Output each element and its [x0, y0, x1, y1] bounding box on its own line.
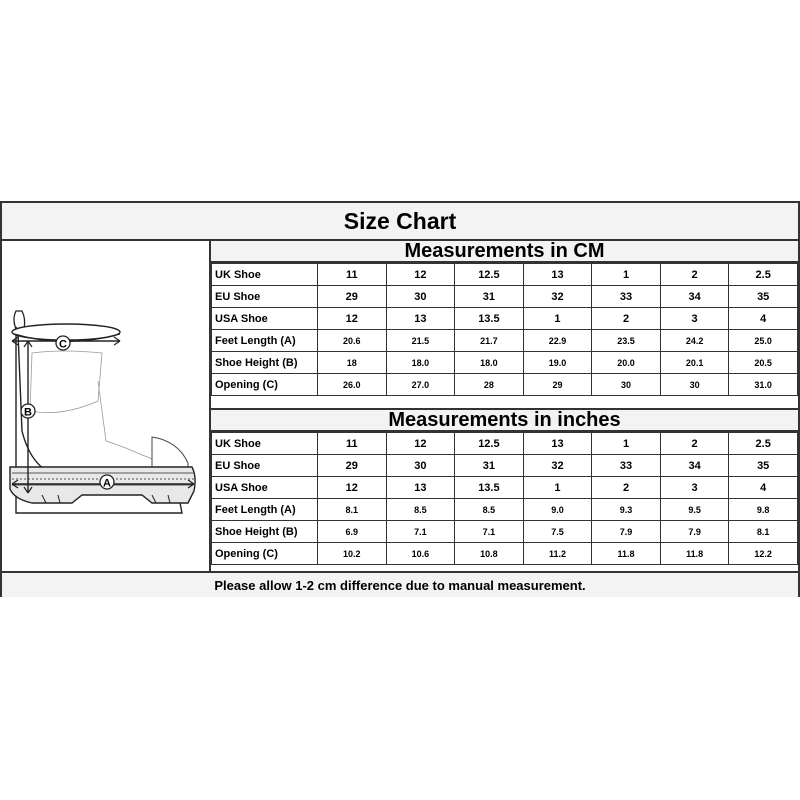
row-label: USA Shoe	[212, 308, 318, 330]
table-cell: 28	[455, 374, 524, 396]
table-cell: 21.7	[455, 330, 524, 352]
chart-title: Size Chart	[2, 203, 798, 241]
table-row	[212, 352, 798, 374]
table-row	[212, 264, 798, 286]
table-cell: 33	[592, 286, 661, 308]
table-cell: 13.5	[455, 308, 524, 330]
table-cell: 20.5	[729, 352, 798, 374]
table-cell: 6.9	[318, 521, 387, 543]
marker-a: A	[103, 477, 111, 490]
table-cell: 18.0	[455, 352, 524, 374]
table-cell: 7.9	[660, 521, 729, 543]
table-cell: 11.8	[592, 543, 661, 565]
cm-section-heading: Measurements in CM	[211, 241, 798, 263]
table-cell: 11	[318, 264, 387, 286]
table-cell: 31	[455, 455, 524, 477]
table-cell: 7.1	[455, 521, 524, 543]
table-cell: 13.5	[455, 477, 524, 499]
row-label: UK Shoe	[212, 433, 318, 455]
cm-table	[211, 263, 798, 396]
table-cell: 13	[386, 308, 455, 330]
table-cell: 24.2	[660, 330, 729, 352]
table-cell: 18.0	[386, 352, 455, 374]
row-label: Feet Length (A)	[212, 330, 318, 352]
table-cell: 30	[592, 374, 661, 396]
table-row	[212, 477, 798, 499]
table-row	[212, 308, 798, 330]
table-cell: 4	[729, 477, 798, 499]
table-cell: 31.0	[729, 374, 798, 396]
table-cell: 29	[318, 455, 387, 477]
table-cell: 21.5	[386, 330, 455, 352]
table-cell: 8.1	[729, 521, 798, 543]
table-cell: 31	[455, 286, 524, 308]
table-cell: 11	[318, 433, 387, 455]
table-cell: 3	[660, 308, 729, 330]
marker-b: B	[24, 406, 32, 419]
table-cell: 12	[386, 264, 455, 286]
size-chart	[0, 201, 800, 597]
table-cell: 10.8	[455, 543, 524, 565]
row-label: EU Shoe	[212, 286, 318, 308]
inch-table	[211, 432, 798, 565]
table-cell: 2.5	[729, 433, 798, 455]
table-cell: 11.2	[523, 543, 592, 565]
inch-section-heading: Measurements in inches	[211, 408, 798, 432]
boot-pull-tab	[14, 311, 25, 329]
table-cell: 35	[729, 286, 798, 308]
table-cell: 3	[660, 477, 729, 499]
boot-illustration	[2, 241, 209, 571]
table-cell: 7.1	[386, 521, 455, 543]
table-cell: 12.5	[455, 264, 524, 286]
table-cell: 9.5	[660, 499, 729, 521]
table-cell: 12.2	[729, 543, 798, 565]
table-row	[212, 455, 798, 477]
table-row	[212, 374, 798, 396]
table-cell: 7.5	[523, 521, 592, 543]
table-cell: 30	[660, 374, 729, 396]
table-cell: 13	[386, 477, 455, 499]
table-cell: 2	[660, 433, 729, 455]
table-cell: 9.8	[729, 499, 798, 521]
table-cell: 22.9	[523, 330, 592, 352]
boot-diagram-panel	[2, 241, 211, 571]
table-cell: 18	[318, 352, 387, 374]
row-label: Feet Length (A)	[212, 499, 318, 521]
table-cell: 34	[660, 455, 729, 477]
table-cell: 32	[523, 455, 592, 477]
row-label: Opening (C)	[212, 543, 318, 565]
table-cell: 8.5	[455, 499, 524, 521]
table-cell: 10.2	[318, 543, 387, 565]
table-cell: 30	[386, 455, 455, 477]
table-cell: 12.5	[455, 433, 524, 455]
table-cell: 20.0	[592, 352, 661, 374]
table-row	[212, 433, 798, 455]
table-cell: 2.5	[729, 264, 798, 286]
table-row	[212, 499, 798, 521]
row-label: Shoe Height (B)	[212, 521, 318, 543]
table-cell: 20.6	[318, 330, 387, 352]
table-cell: 1	[592, 264, 661, 286]
table-cell: 9.0	[523, 499, 592, 521]
row-label: Shoe Height (B)	[212, 352, 318, 374]
table-cell: 33	[592, 455, 661, 477]
table-cell: 12	[318, 477, 387, 499]
table-cell: 1	[523, 477, 592, 499]
table-cell: 7.9	[592, 521, 661, 543]
row-label: UK Shoe	[212, 264, 318, 286]
table-row	[212, 521, 798, 543]
table-row	[212, 543, 798, 565]
marker-c: C	[59, 338, 67, 351]
row-label: EU Shoe	[212, 455, 318, 477]
row-label: USA Shoe	[212, 477, 318, 499]
row-label: Opening (C)	[212, 374, 318, 396]
table-cell: 13	[523, 433, 592, 455]
table-row	[212, 286, 798, 308]
table-cell: 12	[318, 308, 387, 330]
table-cell: 1	[523, 308, 592, 330]
table-cell: 25.0	[729, 330, 798, 352]
table-cell: 2	[660, 264, 729, 286]
table-cell: 1	[592, 433, 661, 455]
table-cell: 29	[523, 374, 592, 396]
table-cell: 13	[523, 264, 592, 286]
table-cell: 26.0	[318, 374, 387, 396]
table-cell: 8.5	[386, 499, 455, 521]
table-cell: 10.6	[386, 543, 455, 565]
table-cell: 9.3	[592, 499, 661, 521]
table-cell: 4	[729, 308, 798, 330]
table-cell: 34	[660, 286, 729, 308]
table-row	[212, 330, 798, 352]
table-cell: 35	[729, 455, 798, 477]
table-cell: 2	[592, 308, 661, 330]
table-cell: 20.1	[660, 352, 729, 374]
table-cell: 11.8	[660, 543, 729, 565]
footer-note: Please allow 1-2 cm difference due to manual measurement.	[2, 571, 798, 597]
table-cell: 27.0	[386, 374, 455, 396]
table-cell: 29	[318, 286, 387, 308]
table-cell: 8.1	[318, 499, 387, 521]
table-cell: 12	[386, 433, 455, 455]
table-cell: 30	[386, 286, 455, 308]
table-cell: 2	[592, 477, 661, 499]
table-cell: 32	[523, 286, 592, 308]
table-cell: 19.0	[523, 352, 592, 374]
table-cell: 23.5	[592, 330, 661, 352]
